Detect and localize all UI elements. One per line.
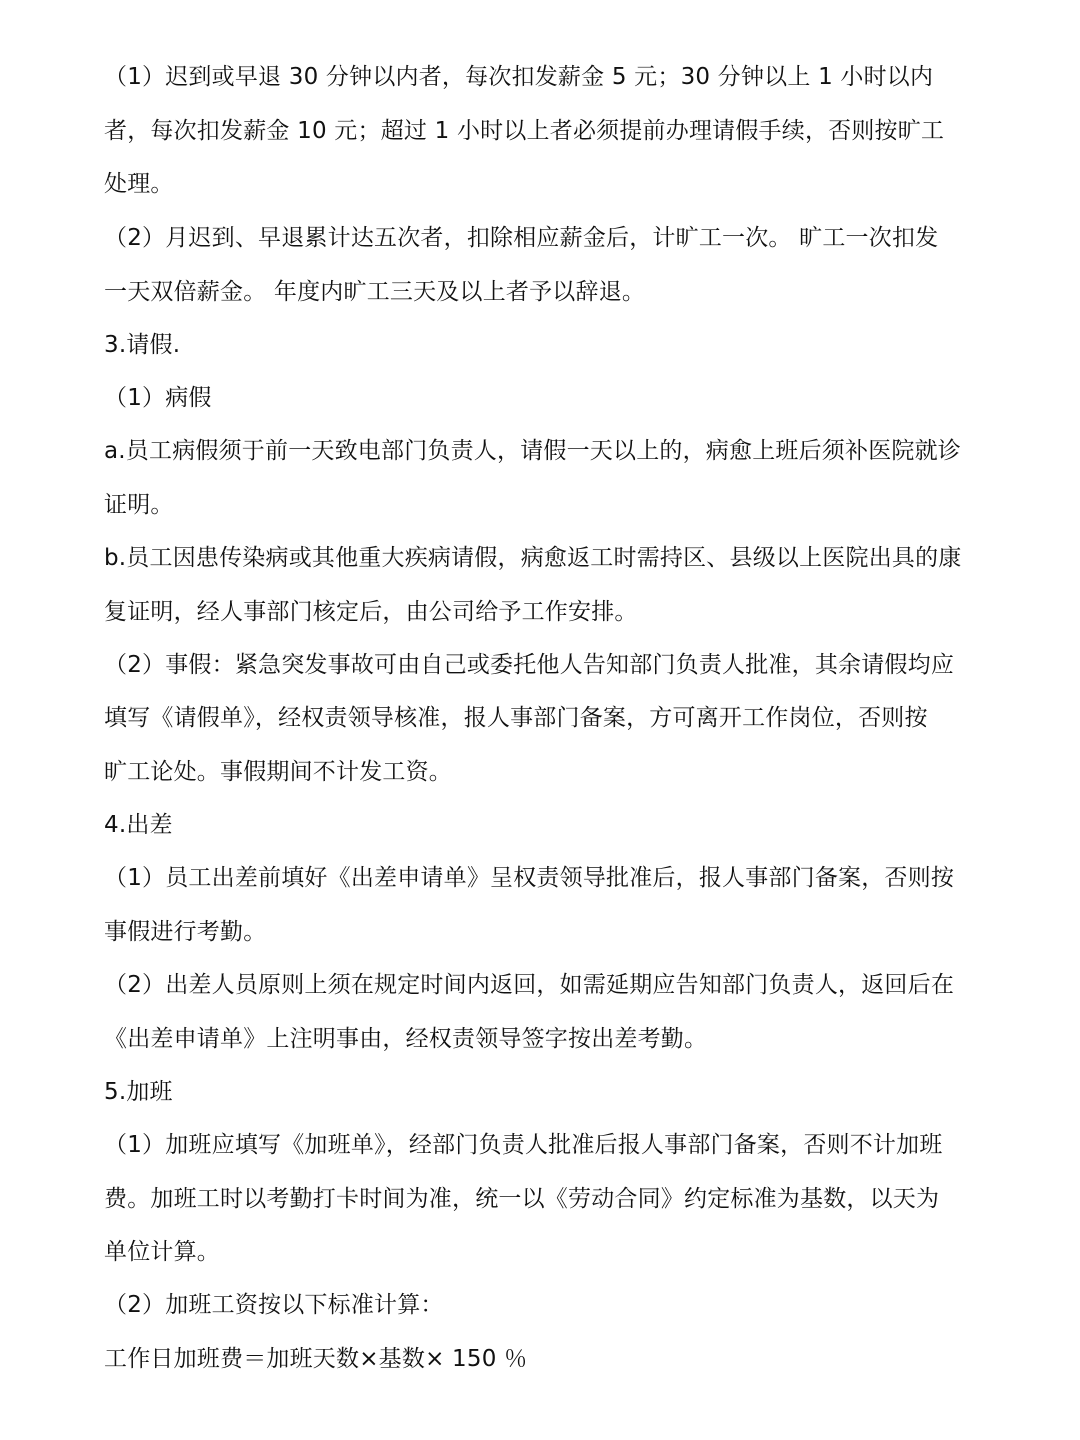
text-line: 《出差申请单》上注明事由，经权责领导签字按出差考勤。 [104,1026,708,1052]
text-line: （1）加班应填写《加班单》，经部门负责人批准后报人事部门备案，否则不计加班 [104,1132,943,1158]
text-line: 处理。 [104,171,174,197]
text-line: 单位计算。 [104,1239,220,1265]
text-line: 事假进行考勤。 [104,919,267,945]
text-line: a.员工病假须于前一天致电部门负责人，请假一天以上的，病愈上班后须补医院就诊 [104,438,962,464]
section-heading: 4.出差 [104,812,173,838]
text-line: 一天双倍薪金。 年度内旷工三天及以上者予以辞退。 [104,279,646,305]
text-line: （1）迟到或早退 30 分钟以内者，每次扣发薪金 5 元；30 分钟以上 1 小时以内 [104,64,934,90]
text-line: 旷工论处。事假期间不计发工资。 [104,759,452,785]
text-line: 者，每次扣发薪金 10 元；超过 1 小时以上者必须提前办理请假手续，否则按旷工 [104,118,945,144]
text-line: 证明。 [104,492,174,518]
text-line: （2）月迟到、早退累计达五次者，扣除相应薪金后，计旷工一次。 旷工一次扣发 [104,225,939,251]
text-line: （2）出差人员原则上须在规定时间内返回，如需延期应告知部门负责人，返回后在 [104,972,955,998]
formula-line: 工作日加班费＝加班天数×基数× 150 ％ [104,1346,528,1372]
section-heading: 3.请假. [104,332,181,358]
text-line: （1）员工出差前填好《出差申请单》呈权责领导批准后，报人事部门备案，否则按 [104,865,955,891]
text-line: b.员工因患传染病或其他重大疾病请假，病愈返工时需持区、县级以上医院出具的康 [104,545,962,571]
text-line: 费。加班工时以考勤打卡时间为准，统一以《劳动合同》约定标准为基数，以天为 [104,1186,940,1212]
text-line: （2）事假：紧急突发事故可由自己或委托他人告知部门负责人批准，其余请假均应 [104,652,955,678]
text-line: 填写《请假单》，经权责领导核准，报人事部门备案，方可离开工作岗位，否则按 [104,705,928,731]
subsection-heading: （1）病假 [104,385,212,411]
text-line: （2）加班工资按以下标准计算： [104,1292,444,1318]
text-line: 复证明，经人事部门核定后，由公司给予工作安排。 [104,599,638,625]
section-heading: 5.加班 [104,1079,173,1105]
